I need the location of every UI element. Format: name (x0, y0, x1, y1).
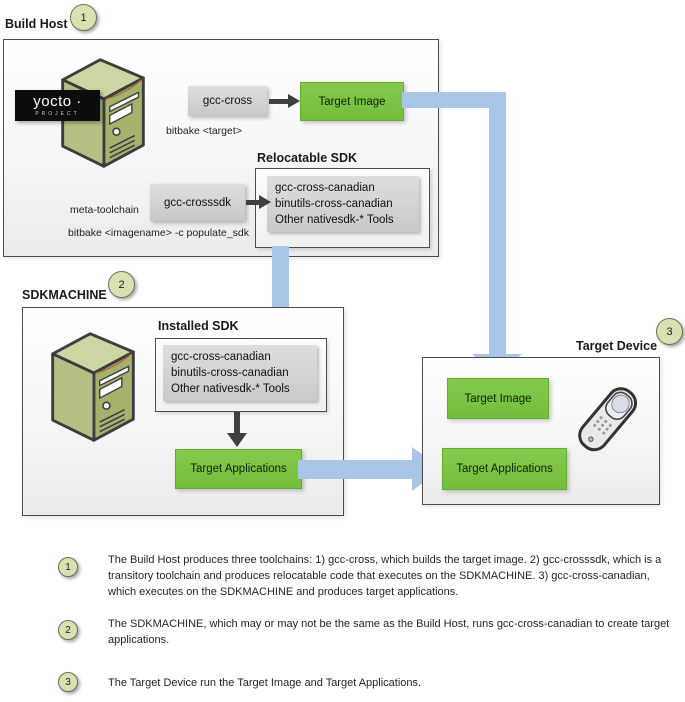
arrow-gcc-cross-head (288, 94, 300, 108)
installed-sdk-title: Installed SDK (158, 319, 239, 333)
bitbake-target-note: bitbake <target> (166, 125, 242, 137)
note-badge-2 (58, 620, 78, 640)
note-badge-3-number: 3 (65, 676, 71, 688)
tool-item: binutils-cross-canadian (171, 367, 289, 379)
sdkmachine-target-applications-box (175, 449, 302, 489)
device-target-applications-label: Target Applications (456, 463, 553, 475)
arrow-gcc-crosssdk-to-tools (246, 200, 260, 205)
mobile-phone-icon (563, 382, 651, 458)
yocto-logo-subtext: PROJECT (35, 111, 80, 117)
device-target-image-box (447, 378, 549, 419)
gcc-cross-label: gcc-cross (202, 95, 253, 107)
installed-sdk-tools-box (163, 345, 317, 401)
device-target-applications-box (442, 448, 567, 490)
device-target-image-label: Target Image (464, 392, 532, 405)
relocatable-sdk-tools-box (267, 176, 419, 232)
badge-2-number: 2 (118, 278, 125, 291)
blue-arrow-image-vertical (489, 92, 506, 355)
target-device-title: Target Device (576, 339, 658, 353)
arrow-installed-sdk-head (227, 433, 247, 447)
blue-arrow-apps-horizontal (298, 460, 413, 479)
tool-item: Other nativesdk-* Tools (275, 214, 394, 226)
badge-3 (656, 318, 683, 345)
blue-arrow-sdk-down (272, 246, 289, 313)
tool-item: binutils-cross-canadian (275, 198, 393, 210)
note-badge-3 (58, 672, 78, 692)
tool-item: Other nativesdk-* Tools (171, 383, 290, 395)
badge-1 (70, 4, 97, 31)
badge-1-number: 1 (80, 11, 87, 24)
build-host-target-image-box (300, 82, 404, 121)
bitbake-populate-note: bitbake <imagename> -c populate_sdk (68, 227, 249, 239)
note-3-text: The Target Device run the Target Image and Target Applications. (108, 677, 422, 689)
sdkmachine-target-applications-label: Target Applications (190, 463, 287, 475)
arrow-installed-sdk-to-apps (234, 412, 240, 434)
arrow-gcc-crosssdk-head (259, 195, 271, 209)
note-badge-2-number: 2 (65, 624, 71, 636)
note-2-text: The SDKMACHINE, which may or may not be the same as the Build Host, runs gcc-cross-canadian to create target applications. (108, 618, 670, 646)
relocatable-sdk-title: Relocatable SDK (257, 151, 358, 165)
note-badge-1-number: 1 (65, 561, 71, 573)
gcc-crosssdk-label: gcc-crosssdk (163, 196, 232, 209)
note-badge-1 (58, 557, 78, 577)
meta-toolchain-note: meta-toolchain (70, 204, 139, 216)
note-1-text: The Build Host produces three toolchains: 1) gcc-cross, which builds the target image. 2) gcc-crosssdk, which is a transitory toolchain and produces relocatable code that executes on the SDKMACHINE. 3) gcc-cross-canadian, which executes on the SDKMACHINE and produces target applications. (108, 554, 662, 598)
gcc-crosssdk-box (150, 184, 245, 221)
yocto-logo-text: yocto · (33, 93, 82, 110)
gcc-cross-box (188, 86, 267, 116)
server-tower-icon (45, 326, 141, 448)
tool-item: gcc-cross-canadian (275, 182, 375, 194)
build-host-title: Build Host (5, 17, 68, 31)
badge-3-number: 3 (666, 325, 673, 338)
build-host-target-image-label: Target Image (318, 95, 386, 108)
yocto-project-logo (15, 90, 100, 121)
tool-item: gcc-cross-canadian (171, 351, 271, 363)
arrow-gcc-cross-to-target-image (269, 99, 289, 104)
sdkmachine-title: SDKMACHINE (22, 288, 107, 302)
badge-2 (108, 271, 135, 298)
